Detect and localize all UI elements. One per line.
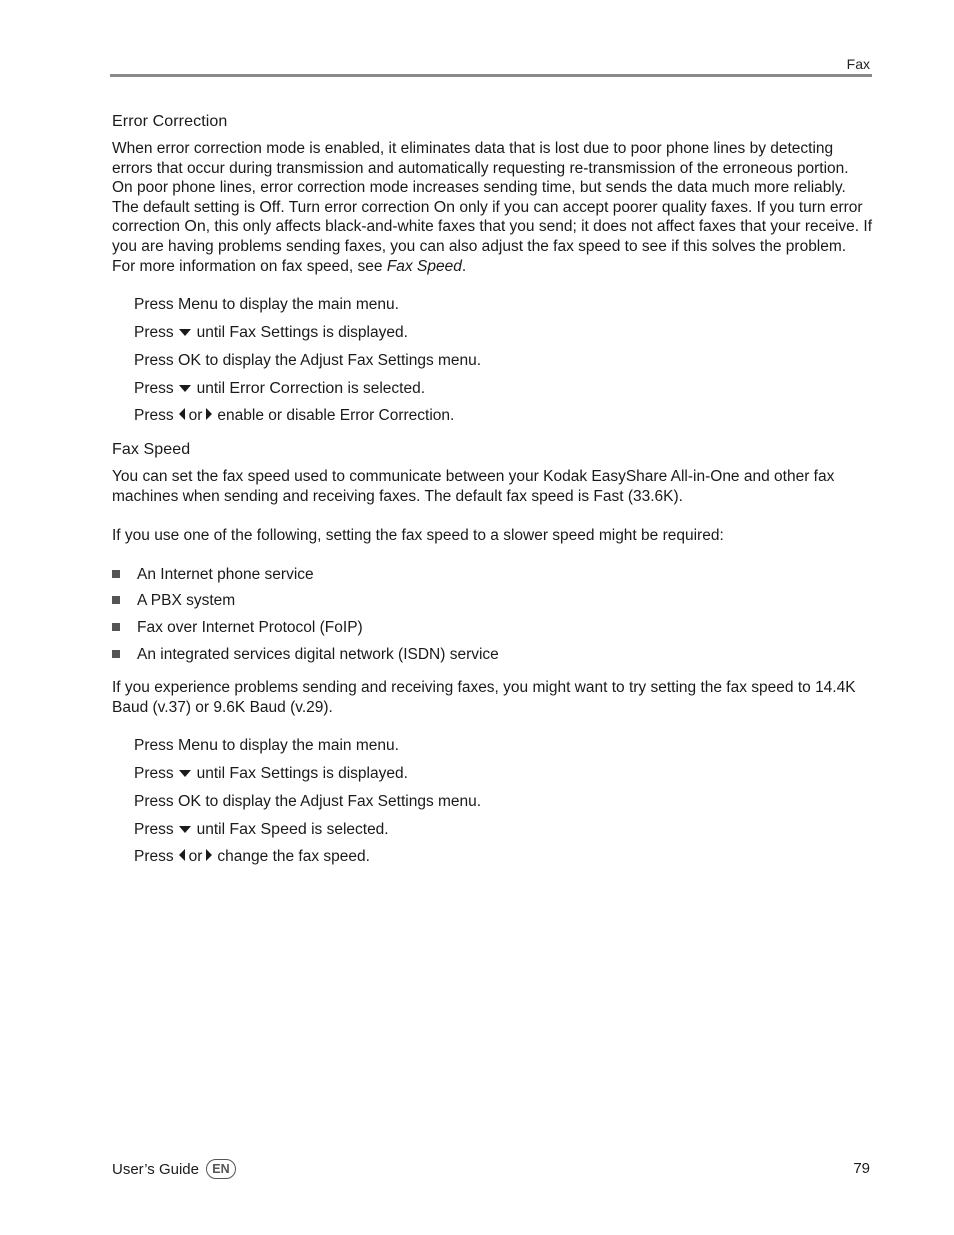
step-item — [134, 295, 872, 315]
text-run: is selected. — [306, 820, 389, 838]
cross-reference-fax-speed: Fax Speed — [386, 257, 462, 275]
menu-option-name: Fax Settings — [229, 323, 319, 341]
text-run: is displayed. — [318, 765, 408, 782]
text-run: Press — [134, 820, 174, 838]
text-run: or — [188, 407, 203, 425]
text-run: until — [196, 765, 230, 782]
text-run: Press — [134, 296, 178, 314]
list-item — [112, 645, 872, 665]
text-run: Press — [134, 765, 174, 782]
header-rule — [110, 74, 872, 77]
text-run: . Turn error correction — [280, 198, 434, 216]
text-run: An integrated services digital network (ISDN) service — [137, 646, 499, 664]
language-badge-icon: EN — [206, 1159, 236, 1179]
ok-button-name: OK — [177, 792, 202, 810]
step-item — [134, 323, 872, 343]
fax-speed-intro: You can set the fax speed used to communicate between your Kodak EasyShare All-in-One and other fax machines when sending and receiving faxes. The default fax speed is Fast (33.6K). — [112, 468, 835, 505]
text-run: , this only affects black-and-white faxes that you send; it does not affect faxes that your receive. If you are having problems sending faxes, you can also adjust the fax speed to see if this solves the problem. For more information on fax speed, see — [112, 218, 873, 275]
text-run: until — [196, 379, 230, 397]
list-item — [112, 591, 872, 611]
right-arrow-icon — [206, 849, 212, 861]
text-run: Press — [134, 737, 178, 755]
bullet-list — [112, 565, 872, 665]
right-arrow-icon — [206, 408, 212, 420]
text-run: is selected. — [343, 379, 426, 397]
step-item — [134, 736, 872, 756]
step-item — [134, 406, 872, 426]
section-heading-fax-speed: Fax Speed — [112, 441, 191, 459]
fax-speed-advice: If you experience problems sending and receiving faxes, you might want to try setting the fax speed to 14.4K Baud (v.37) or 9.6K Baud (v.29). — [112, 679, 856, 716]
text-run: or — [188, 848, 203, 866]
menu-option-name: Error Correction — [229, 379, 344, 397]
error-correction-steps — [112, 295, 872, 426]
running-header: Fax — [846, 56, 870, 72]
list-item — [112, 565, 872, 585]
square-bullet-icon — [112, 650, 120, 658]
square-bullet-icon — [112, 623, 120, 631]
text-run: to display the Adjust Fax Settings menu. — [201, 351, 482, 369]
text-run: A PBX system — [137, 592, 236, 610]
step-item — [134, 379, 872, 399]
down-arrow-icon — [179, 385, 191, 392]
menu-button-name: Menu — [177, 737, 218, 755]
text-run: When error correction mode is enabled, it eliminates data that is lost due to poor phone lines by detecting errors that occur during transmission and automatically requesting re-transmission of the erroneous portion. On poor phone lines, error correction mode increases sending time, but sends the data much more reliably. The default setting is — [112, 140, 849, 216]
step-item — [134, 792, 872, 812]
down-arrow-icon — [179, 770, 191, 777]
ui-term-on: On — [184, 218, 206, 236]
text-run: Fax over Internet Protocol (FoIP) — [137, 619, 363, 637]
down-arrow-icon — [179, 329, 191, 336]
text-run: to display the Adjust Fax Settings menu. — [201, 792, 482, 810]
list-item — [112, 618, 872, 638]
text-run: change the fax speed. — [217, 848, 370, 866]
step-item — [134, 847, 872, 867]
step-item — [134, 820, 872, 840]
text-run: Press — [134, 792, 178, 810]
ui-term-on: On — [433, 198, 456, 216]
step-item — [134, 764, 872, 784]
text-run: Press — [134, 379, 174, 397]
text-run: Press — [134, 848, 174, 866]
footer-guide-label: User’s Guide — [112, 1160, 199, 1178]
text-run: Press — [134, 323, 174, 341]
text-run: is displayed. — [318, 323, 408, 341]
step-item — [134, 351, 872, 371]
page-content — [112, 113, 872, 875]
section-heading-error-correction: Error Correction — [112, 113, 228, 130]
left-arrow-icon — [179, 408, 185, 420]
text-run: Press — [134, 351, 178, 369]
down-arrow-icon — [179, 826, 191, 833]
ui-term-off: Off — [259, 198, 281, 216]
text-run: to display the main menu. — [217, 737, 399, 755]
text-run: enable or disable Error Correction. — [217, 407, 455, 425]
fax-speed-steps — [112, 736, 872, 867]
menu-option-name: Fax Settings — [229, 765, 319, 782]
error-correction-paragraph — [112, 139, 872, 276]
ok-button-name: OK — [177, 351, 202, 369]
fax-speed-lead: If you use one of the following, setting the fax speed to a slower speed might be required: — [112, 527, 724, 545]
footer-guide — [112, 1159, 236, 1179]
menu-option-name: Fax Speed — [229, 820, 307, 838]
text-run: Press — [134, 407, 174, 425]
text-run: until — [196, 323, 230, 341]
menu-button-name: Menu — [177, 296, 218, 314]
text-run: only if you can accept poorer quality faxes. If you turn error correction — [112, 198, 863, 236]
text-run: An Internet phone service — [137, 565, 314, 583]
text-run: to display the main menu. — [217, 296, 399, 314]
square-bullet-icon — [112, 596, 120, 604]
text-run: . — [461, 257, 467, 275]
fax-speed-section — [112, 441, 872, 867]
left-arrow-icon — [179, 849, 185, 861]
page-number: 79 — [853, 1160, 870, 1177]
square-bullet-icon — [112, 570, 120, 578]
text-run: until — [196, 820, 230, 838]
